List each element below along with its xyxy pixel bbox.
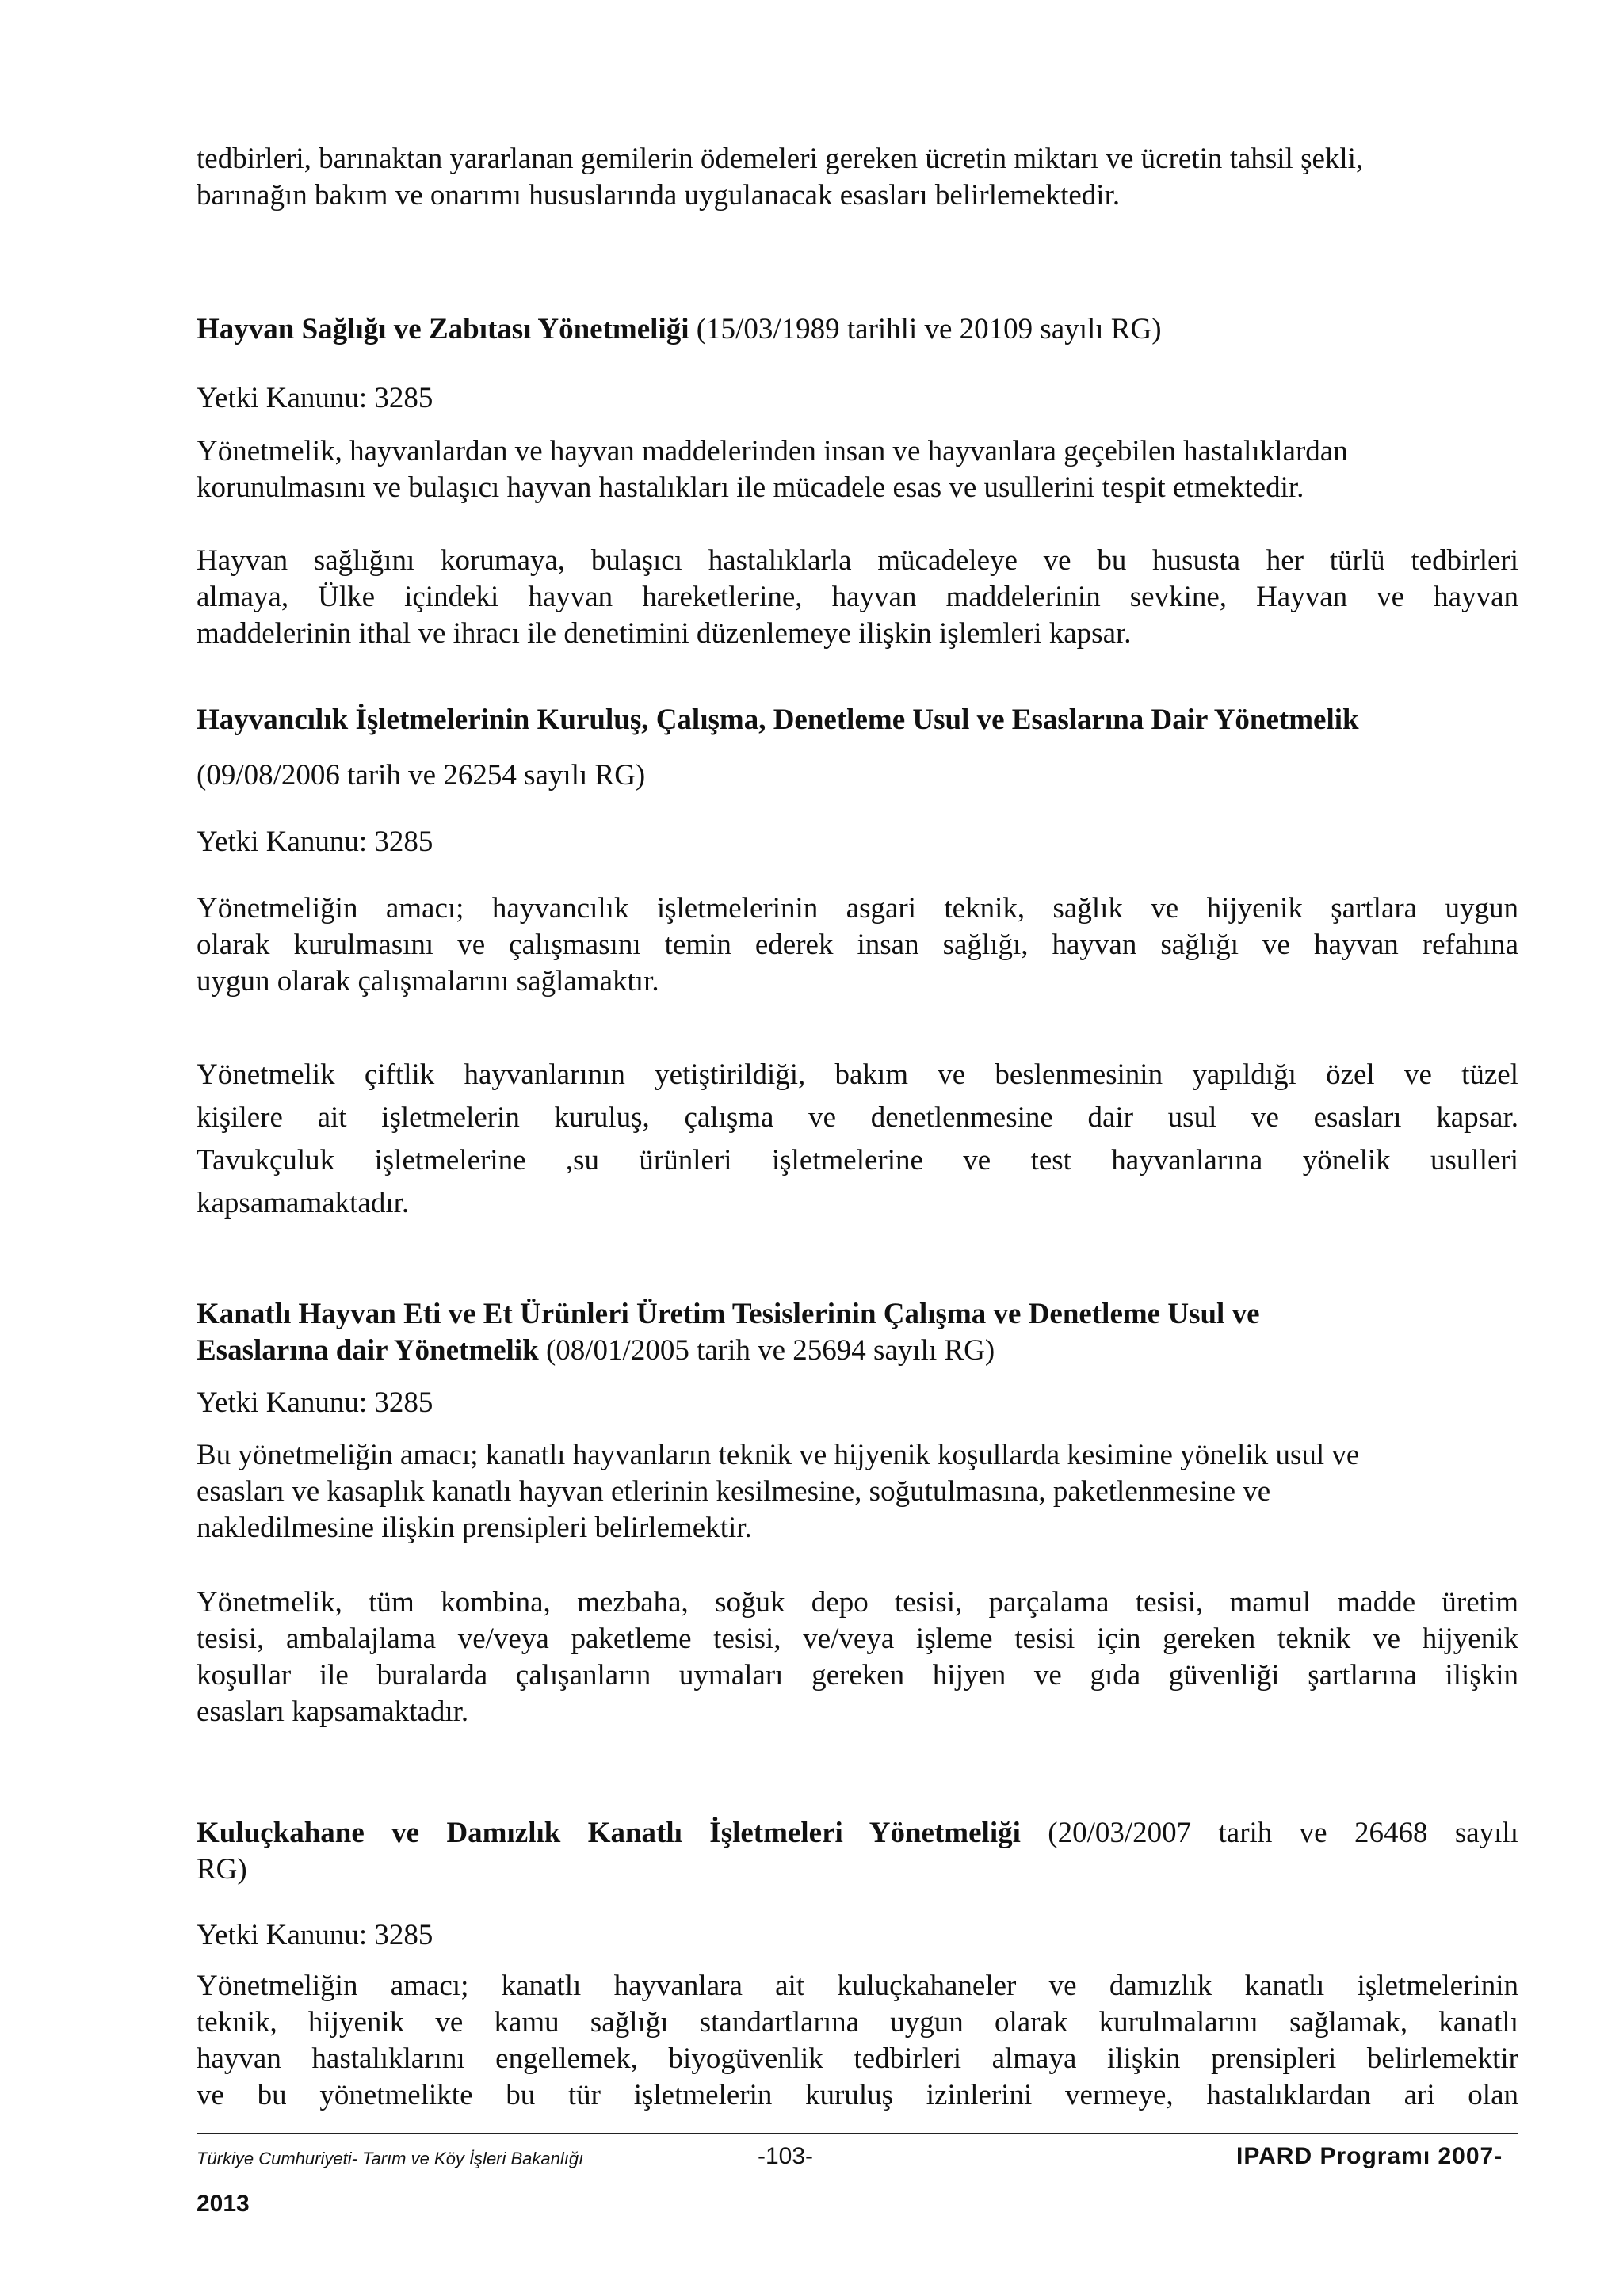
intro-paragraph — [197, 141, 1518, 214]
section-title: Kuluçkahane ve Damızlık Kanatlı İşletmeleri Yönetmeliği — [197, 1817, 1021, 1849]
section-citation: (15/03/1989 tarihli ve 20109 sayılı RG) — [696, 313, 1162, 345]
authority-law: Yetki Kanunu: 3285 — [197, 382, 433, 414]
authority-law: Yetki Kanunu: 3285 — [197, 1386, 433, 1419]
section-heading: Kuluçkahane ve Damızlık Kanatlı İşletmeleri Yönetmeliği (20/03/2007 tarih ve 26468 sayılı RG) — [197, 1817, 1518, 1886]
body-paragraph: Yönetmeliğin amacı; hayvancılık işletmelerinin asgari teknik, sağlık ve hijyenik şartlara uygun olarak kurulmasını ve çalışmasını temin ederek insan sağlığı, hayvan sağlığı ve hayvan refahına uygun olarak çalışmalarını sağlamaktır. — [197, 892, 1518, 997]
section-citation: (08/01/2005 tarih ve 25694 sayılı RG) — [545, 1334, 995, 1367]
body-paragraph: Yönetmelik, tüm kombina, mezbaha, soğuk depo tesisi, parçalama tesisi, mamul madde üretim tesisi, ambalajlama ve/veya paketleme tesisi, ve/veya işleme tesisi için gereken teknik ve hijyenik koşullar ile buralarda çalışanların uymaları gereken hijyen ve gıda güvenliği şartlarına ilişkin esasları kapsamaktadır. — [197, 1586, 1518, 1728]
text-line: barınağın bakım ve onarımı hususlarında uygulanacak esasları belirlemektedir. — [197, 179, 1121, 212]
section-citation: (09/08/2006 tarih ve 26254 sayılı RG) — [197, 759, 646, 791]
body-paragraph: Yönetmeliğin amacı; kanatlı hayvanlara ait kuluçkahaneler ve damızlık kanatlı işletmelerinin teknik, hijyenik ve kamu sağlığı standartlarına uygun olarak kurulmalarını sağlamak, kanatlı hayvan hastalıklarını engellemek, biyogüvenlik tedbirleri almaya ilişkin prensipleri belirlemektir ve bu yönetmelikte bu tür işletmelerin kuruluş izinlerini vermeye, hastalıklardan ari olan — [197, 1970, 1518, 2111]
authority-law: Yetki Kanunu: 3285 — [197, 1919, 433, 1951]
body-paragraph: Bu yönetmeliğin amacı; kanatlı hayvanların teknik ve hijyenik koşullarda kesimine yönelik usul ve esasları ve kasaplık kanatlı hayvan etlerinin kesilmesine, soğutulmasına, paketlenmesine ve nakledilmesine ilişkin prensipleri belirlemektir. — [197, 1439, 1360, 1544]
body-paragraph: Yönetmelik çiftlik hayvanlarının yetiştirildiği, bakım ve beslenmesinin yapıldığı özel ve tüzel kişilere ait işletmelerin kuruluş, çalışma ve denetlenmesine dair usul ve esasları kapsar. Tavukçuluk işletmelerine ,su ürünleri işletmelerine ve test hayvanlarına yönelik usulleri kapsamamaktadır. — [197, 1058, 1518, 1219]
section-heading — [197, 702, 1518, 738]
footer-ministry: Türkiye Cumhuriyeti- Tarım ve Köy İşleri Bakanlığı — [197, 2149, 584, 2168]
page-number: -103- — [758, 2143, 814, 2169]
footer-program: IPARD Programı 2007- — [1236, 2143, 1503, 2169]
section-heading — [197, 311, 1518, 348]
authority-law: Yetki Kanunu: 3285 — [197, 826, 433, 858]
text-line: tedbirleri, barınaktan yararlanan gemilerin ödemeleri gereken ücretin miktarı ve ücretin tahsil şekli, — [197, 143, 1364, 175]
footer-divider — [197, 2133, 1518, 2134]
body-paragraph: Hayvan sağlığını korumaya, bulaşıcı hastalıklarla mücadeleye ve bu hususta her türlü tedbirleri almaya, Ülke içindeki hayvan hareketlerine, hayvan maddelerinin sevkine, Hayvan ve hayvan maddelerinin ithal ve ihracı ile denetimini düzenlemeye ilişkin işlemleri kapsar. — [197, 544, 1518, 650]
section-title: Hayvan Sağlığı ve Zabıtası Yönetmeliği — [197, 313, 689, 345]
section-citation: (20/03/2007 tarih ve 26468 sayılı — [1048, 1817, 1518, 1849]
body-paragraph: Yönetmelik, hayvanlardan ve hayvan maddelerinden insan ve hayvanlara geçebilen hastalıklardan korunulmasını ve bulaşıcı hayvan hastalıkları ile mücadele esas ve usullerini tespit etmektedir. — [197, 435, 1348, 504]
section-heading: Kanatlı Hayvan Eti ve Et Ürünleri Üretim Tesislerinin Çalışma ve Denetleme Usul ve Esaslarına dair Yönetmelik (08/01/2005 tarih ve 25694 sayılı RG) — [197, 1296, 1518, 1369]
section-title: Hayvancılık İşletmelerinin Kuruluş, Çalışma, Denetleme Usul ve Esaslarına Dair Yönetmelik — [197, 704, 1359, 736]
section-title: Kanatlı Hayvan Eti ve Et Ürünleri Üretim Tesislerinin Çalışma ve Denetleme Usul ve — [197, 1298, 1260, 1330]
footer-year: 2013 — [197, 2191, 250, 2217]
